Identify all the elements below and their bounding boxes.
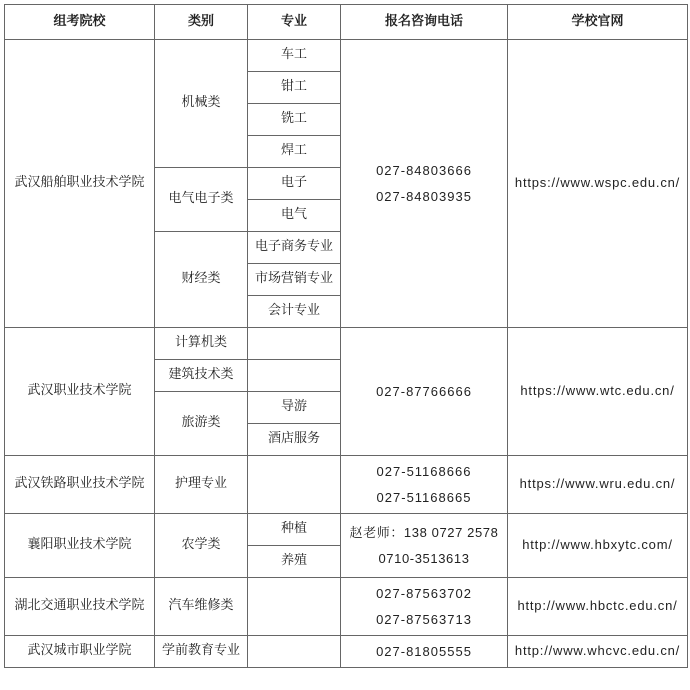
phone: 赵老师：138 0727 2578	[349, 524, 499, 540]
category: 建筑技术类	[155, 360, 248, 392]
table-row	[5, 40, 688, 72]
major: 酒店服务	[248, 424, 341, 456]
school-name: 武汉铁路职业技术学院	[5, 456, 155, 514]
phone-cell	[341, 456, 508, 514]
major: 钳工	[248, 72, 341, 104]
major	[248, 328, 341, 360]
table-row	[5, 514, 688, 546]
school-name: 武汉船舶职业技术学院	[5, 40, 155, 328]
phone: 027-84803935	[376, 188, 472, 204]
website-link[interactable]: https://www.wru.edu.cn/	[508, 456, 688, 514]
major: 电气	[248, 200, 341, 232]
header-category: 类别	[155, 5, 248, 40]
category: 计算机类	[155, 328, 248, 360]
phone: 0710-3513613	[378, 550, 470, 566]
major: 种植	[248, 514, 341, 546]
phone: 027-81805555	[376, 643, 472, 659]
major: 养殖	[248, 546, 341, 578]
header-major: 专业	[248, 5, 341, 40]
school-name: 武汉城市职业学院	[5, 636, 155, 668]
major	[248, 636, 341, 668]
phone: 027-87563713	[376, 611, 472, 627]
phone: 027-87563702	[376, 585, 472, 601]
category: 农学类	[155, 514, 248, 578]
category: 电气电子类	[155, 168, 248, 232]
phone-cell	[341, 636, 508, 668]
header-school: 组考院校	[5, 5, 155, 40]
major	[248, 578, 341, 636]
major: 焊工	[248, 136, 341, 168]
phone-cell	[341, 578, 508, 636]
admissions-table	[4, 4, 688, 668]
phone-cell	[341, 40, 508, 328]
phone: 027-87766666	[376, 383, 472, 399]
phone: 027-84803666	[376, 162, 472, 178]
website-link[interactable]: http://www.hbctc.edu.cn/	[508, 578, 688, 636]
major: 铣工	[248, 104, 341, 136]
website-link[interactable]: http://www.whcvc.edu.cn/	[508, 636, 688, 668]
major: 会计专业	[248, 296, 341, 328]
major	[248, 456, 341, 514]
major: 车工	[248, 40, 341, 72]
phone: 027-51168666	[376, 463, 472, 479]
table-row	[5, 456, 688, 514]
category: 旅游类	[155, 392, 248, 456]
header-website: 学校官网	[508, 5, 688, 40]
phone-cell	[341, 514, 508, 578]
table-row	[5, 578, 688, 636]
phone: 027-51168665	[376, 489, 472, 505]
category: 机械类	[155, 40, 248, 168]
major: 市场营销专业	[248, 264, 341, 296]
category: 学前教育专业	[155, 636, 248, 668]
major	[248, 360, 341, 392]
header-phone: 报名咨询电话	[341, 5, 508, 40]
website-link[interactable]: https://www.wtc.edu.cn/	[508, 328, 688, 456]
category: 财经类	[155, 232, 248, 328]
category: 汽车维修类	[155, 578, 248, 636]
table-row	[5, 636, 688, 668]
major: 导游	[248, 392, 341, 424]
major: 电子商务专业	[248, 232, 341, 264]
school-name: 武汉职业技术学院	[5, 328, 155, 456]
phone-cell	[341, 328, 508, 456]
major: 电子	[248, 168, 341, 200]
header-row	[5, 5, 688, 40]
category: 护理专业	[155, 456, 248, 514]
website-link[interactable]: https://www.wspc.edu.cn/	[508, 40, 688, 328]
website-link[interactable]: http://www.hbxytc.com/	[508, 514, 688, 578]
school-name: 湖北交通职业技术学院	[5, 578, 155, 636]
table-row	[5, 328, 688, 360]
school-name: 襄阳职业技术学院	[5, 514, 155, 578]
